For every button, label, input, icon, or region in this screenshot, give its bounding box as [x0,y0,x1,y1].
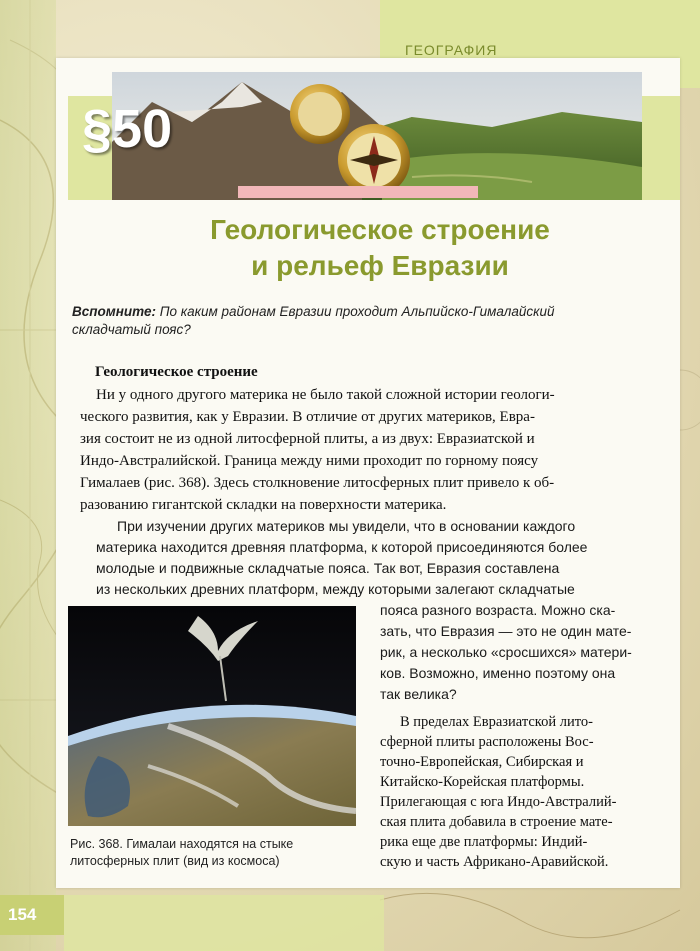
left-margin-bar [0,0,56,951]
paragraph3-line: В пределах Евразиатской лито- [400,714,593,730]
paragraph2-line: материка находится древняя платформа, к которой присоединяются более [96,539,588,555]
section-name: ГЕОГРАФИЯ [405,42,498,58]
paragraph3-line: сферной плиты расположены Вос- [380,734,594,750]
recall-label: Вспомните: [72,304,156,319]
paragraph3-line: Китайско-Корейская платформы. [380,774,585,790]
paragraph2-line: молодые и подвижные складчатые пояса. Так вот, Евразия составлена [96,560,560,576]
body-line: Гималаев (рис. 368). Здесь столкновение литосферных плит привело к об- [80,475,555,491]
footer-strip [64,895,384,951]
body-line: Индо-Австралийской. Граница между ними проходит по горному поясу [80,453,539,469]
figure-368-photo [68,606,356,826]
page-title-line1: Геологическое строение [210,214,550,245]
paragraph3-line: рика еще две платформы: Индий- [380,834,588,850]
body-line: зия состоит не из одной литосферной плиты, а из двух: Евразиатской и [80,431,535,447]
page-number: 154 [8,905,37,924]
paragraph2-line: из нескольких древних платформ, между которыми залегают складчатые [96,581,575,597]
body-line: разованию гигантской складки на поверхности материка. [80,497,447,513]
recall-text-2: складчатый пояс? [72,322,191,337]
page-title-line2: и рельеф Евразии [251,250,509,281]
figure-caption-line1: Рис. 368. Гималаи находятся на стыке [70,837,294,851]
paragraph2-right-line: ков. Возможно, именно поэтому она [380,665,616,681]
banner-accent-bottom [238,186,478,198]
figure-caption-line2: литосферных плит (вид из космоса) [70,854,280,868]
recall-question [72,303,672,339]
paragraph2-right-line: рик, а несколько «сросшихся» матери- [380,644,632,660]
paragraph2-line: При изучении других материков мы увидели, что в основании каждого [117,518,576,534]
paragraph2-right-line: зать, что Евразия — это не один мате- [380,623,632,639]
paragraph2-right-line: пояса разного возраста. Можно ска- [380,602,616,618]
paragraph2-right-line: так велика? [380,686,457,702]
paragraph3-line: скую и часть Африкано-Аравийской. [380,854,609,870]
paragraph-number: §50 [82,99,173,159]
banner-photo [112,72,642,200]
recall-text-1: По каким районам Евразии проходит Альпийско-Гималайский [155,304,555,319]
body-line: ческого развития, как у Евразии. В отличие от других материков, Евра- [80,409,535,425]
paragraph3-line: ская плита добавила в строение мате- [380,814,613,830]
body-line: Ни у одного другого материка не было такой сложной истории геологи- [96,387,555,403]
section-heading: Геологическое строение [95,364,258,380]
paragraph3-line: точно-Европейская, Сибирская и [380,754,584,770]
paragraph3-line: Прилегающая с юга Индо-Австралий- [380,794,617,810]
